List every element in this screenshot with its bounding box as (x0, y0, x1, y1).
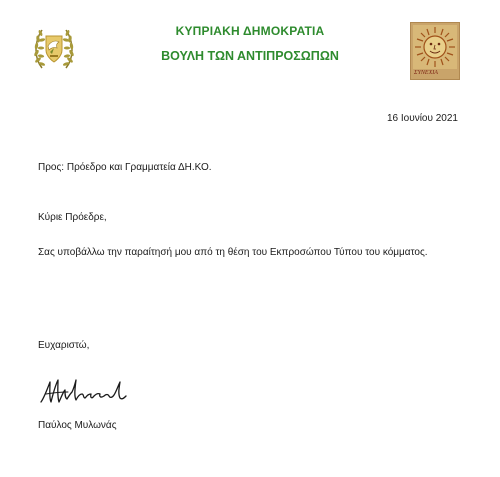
header-title (120, 24, 380, 64)
letter-body: Σας υποβάλλω την παραίτησή μου από τη θέση του Εκπροσώπου Τύπου του κόμματος. (38, 247, 428, 258)
sun-logo-icon (410, 22, 460, 80)
signatory-name: Παύλος Μυλωνάς (38, 420, 117, 431)
logo-text: ΣΥΝΕΧΙΑ (414, 70, 438, 76)
header-line-republic: ΚΥΠΡΙΑΚΗ ΔΗΜΟΚΡΑΤΙΑ (175, 24, 325, 38)
cyprus-coat-of-arms-icon (28, 22, 80, 74)
header-line-parliament: ΒΟΥΛΗ ΤΩΝ ΑΝΤΙΠΡΟΣΩΠΩΝ (161, 49, 339, 63)
handwritten-signature-icon (38, 372, 138, 412)
closing: Ευχαριστώ, (38, 340, 90, 351)
recipient-line: Προς: Πρόεδρο και Γραμματεία ΔΗ.ΚΟ. (38, 162, 212, 173)
letter-date: 16 Ιουνίου 2021 (387, 113, 458, 124)
salutation: Κύριε Πρόεδρε, (38, 212, 107, 223)
